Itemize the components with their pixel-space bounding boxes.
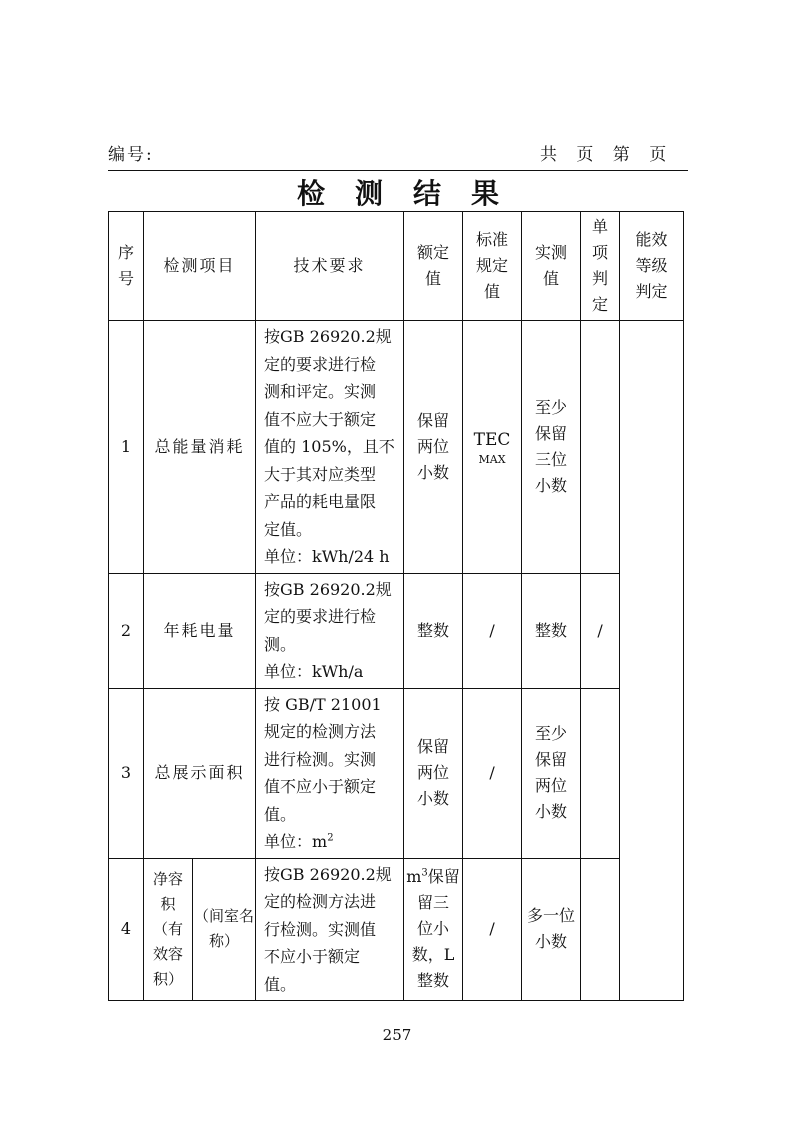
- row-item-volume: 净容 积 （有 效容 积）: [144, 858, 193, 1001]
- row-index: 3: [109, 688, 144, 858]
- row-standard: /: [463, 858, 522, 1001]
- row-requirement: 按GB 26920.2规 定的要求进行检 测。 单位：kWh/a: [256, 573, 404, 688]
- page-number: 257: [382, 1026, 412, 1044]
- row-index: 4: [109, 858, 144, 1001]
- row-item: 总能量消耗: [144, 321, 256, 574]
- row-measured: 至少 保留 三位 小数: [522, 321, 581, 574]
- results-table: [108, 211, 684, 1001]
- col-header-index: 序号: [109, 212, 144, 321]
- row-item-compartment: （间室名 称）: [193, 858, 256, 1001]
- row-requirement: 按GB 26920.2规 定的要求进行检 测和评定。实测 值不应大于额定 值的 105%，且不 大于其对应类型 产品的耗电量限 定值。 单位：kWh/24 h: [256, 321, 404, 574]
- row-rated: 保留 两位 小数: [404, 321, 463, 574]
- row-rated: $m^3$保留 留三 位小 数，L 整数: [404, 858, 463, 1001]
- col-header-measured: 实测值: [522, 212, 581, 321]
- row-item: 总展示面积: [144, 688, 256, 858]
- row-single: /: [581, 573, 620, 688]
- row-measured: 多一位 小数: [522, 858, 581, 1001]
- row-requirement: 按 GB/T 21001 规定的检测方法 进行检测。实测 值不应小于额定 值。 单位：$m^2$: [256, 688, 404, 858]
- table-row: [109, 321, 684, 574]
- grade-cell: [620, 321, 684, 1001]
- header-rule: [108, 170, 688, 171]
- col-header-rated: 额定值: [404, 212, 463, 321]
- row-measured: 至少 保留 两位 小数: [522, 688, 581, 858]
- row-rated: 保留 两位 小数: [404, 688, 463, 858]
- page-count-label: 共 页 第 页: [540, 145, 669, 165]
- page-title: 检测结果: [296, 177, 529, 210]
- row-index: 1: [109, 321, 144, 574]
- row-requirement: 按GB 26920.2规 定的检测方法进 行检测。实测值 不应小于额定 值。: [256, 858, 404, 1001]
- table-row: [109, 858, 684, 1001]
- table-row: [109, 573, 684, 688]
- row-measured: 整数: [522, 573, 581, 688]
- row-rated: 整数: [404, 573, 463, 688]
- col-header-item: 检测项目: [144, 212, 256, 321]
- row-single: [581, 688, 620, 858]
- row-index: 2: [109, 573, 144, 688]
- row-standard: /: [463, 688, 522, 858]
- row-single: [581, 321, 620, 574]
- col-header-standard: 标准规定值: [463, 212, 522, 321]
- document-number-label: 编号:: [108, 145, 154, 165]
- table-row: [109, 688, 684, 858]
- row-standard: /: [463, 573, 522, 688]
- row-single: [581, 858, 620, 1001]
- row-item: 年耗电量: [144, 573, 256, 688]
- col-header-single: 单项判定: [581, 212, 620, 321]
- row-standard: TEC MAX: [463, 321, 522, 574]
- table-header-row: [109, 212, 684, 321]
- col-header-requirement: 技术要求: [256, 212, 404, 321]
- col-header-grade: 能效等级判定: [620, 212, 684, 321]
